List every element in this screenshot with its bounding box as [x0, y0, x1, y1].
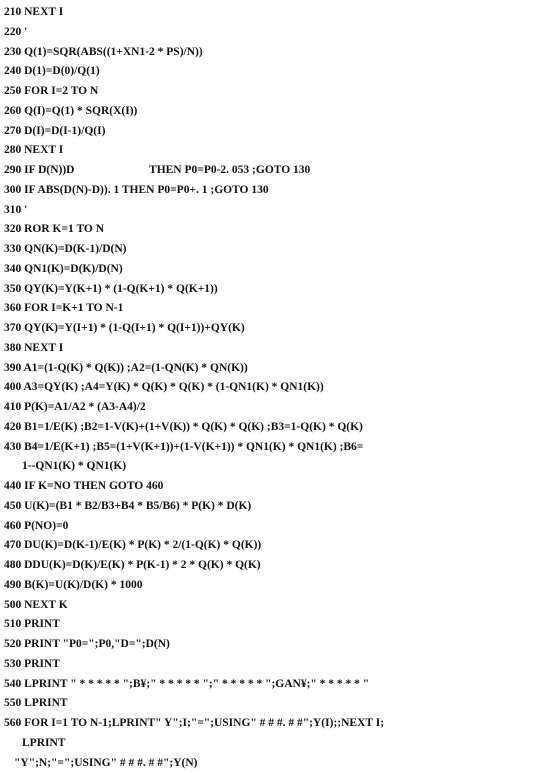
code-line: 350 QY(K)=Y(K+1) * (1-Q(K+1) * Q(K+1)) — [4, 280, 550, 300]
code-line: 520 PRINT "P0=";P0,"D=";D(N) — [4, 635, 550, 655]
basic-code-listing — [4, 3, 550, 773]
code-line: 260 Q(I)=Q(1) * SQR(X(I)) — [4, 102, 550, 122]
code-line: 530 PRINT — [4, 655, 550, 675]
code-line: 510 PRINT — [4, 615, 550, 635]
code-line: 300 IF ABS(D(N)-D)). 1 THEN P0=P0+. 1 ;GOTO 130 — [4, 181, 550, 201]
code-line: 250 FOR I=2 TO N — [4, 82, 550, 102]
code-line: 560 FOR I=1 TO N-1;LPRINT" Y";I;"=";USING" # # #. # #";Y(I);;NEXT I; — [4, 714, 550, 734]
code-line: 440 IF K=NO THEN GOTO 460 — [4, 477, 550, 497]
code-line: 360 FOR I=K+1 TO N-1 — [4, 299, 550, 319]
code-line: 460 P(NO)=0 — [4, 517, 550, 537]
code-line: 290 IF D(N))D THEN P0=P0-2. 053 ;GOTO 130 — [4, 161, 550, 181]
code-line: 480 DDU(K)=D(K)/E(K) * P(K-1) * 2 * Q(K) * Q(K) — [4, 556, 550, 576]
code-line: 370 QY(K)=Y(I+1) * (1-Q(I+1) * Q(I+1))+QY(K) — [4, 319, 550, 339]
code-line: 410 P(K)=A1/A2 * (A3-A4)/2 — [4, 398, 550, 418]
code-line: 330 QN(K)=D(K-1)/D(N) — [4, 240, 550, 260]
code-line: 240 D(1)=D(0)/Q(1) — [4, 62, 550, 82]
code-line: 340 QN1(K)=D(K)/D(N) — [4, 260, 550, 280]
code-line: 270 D(I)=D(I-1)/Q(I) — [4, 122, 550, 142]
code-line: 230 Q(1)=SQR(ABS((1+XN1-2 * PS)/N)) — [4, 43, 550, 63]
code-line: 420 B1=1/E(K) ;B2=1-V(K)+(1+V(K)) * Q(K) * Q(K) ;B3=1-Q(K) * Q(K) — [4, 418, 550, 438]
code-line-continuation: "Y";N;"=";USING" # # #. # #";Y(N) — [4, 754, 550, 773]
code-line: 540 LPRINT " * * * * * ";B¥;" * * * * * ";" * * * * * ";GAN¥;" * * * * * " — [4, 675, 550, 695]
code-line: 550 LPRINT — [4, 694, 550, 714]
code-line: 430 B4=1/E(K+1) ;B5=(1+V(K+1))+(1-V(K+1)) * QN1(K) * QN1(K) ;B6= — [4, 438, 550, 458]
code-line: 490 B(K)=U(K)/D(K) * 1000 — [4, 576, 550, 596]
code-line-continuation: LPRINT — [4, 734, 550, 754]
code-line: 390 A1=(1-Q(K) * Q(K)) ;A2=(1-QN(K) * QN(K)) — [4, 359, 550, 379]
code-line: 400 A3=QY(K) ;A4=Y(K) * Q(K) * Q(K) * (1-QN1(K) * QN1(K)) — [4, 378, 550, 398]
code-line: 310 ' — [4, 201, 550, 221]
code-line: 210 NEXT I — [4, 3, 550, 23]
code-line: 380 NEXT I — [4, 339, 550, 359]
code-line: 220 ' — [4, 23, 550, 43]
code-line: 470 DU(K)=D(K-1)/E(K) * P(K) * 2/(1-Q(K) * Q(K)) — [4, 536, 550, 556]
code-line: 280 NEXT I — [4, 141, 550, 161]
code-line: 320 ROR K=1 TO N — [4, 220, 550, 240]
code-line: 450 U(K)=(B1 * B2/B3+B4 * B5/B6) * P(K) * D(K) — [4, 497, 550, 517]
code-line: 500 NEXT K — [4, 596, 550, 616]
code-line-continuation: 1--QN1(K) * QN1(K) — [4, 457, 550, 477]
